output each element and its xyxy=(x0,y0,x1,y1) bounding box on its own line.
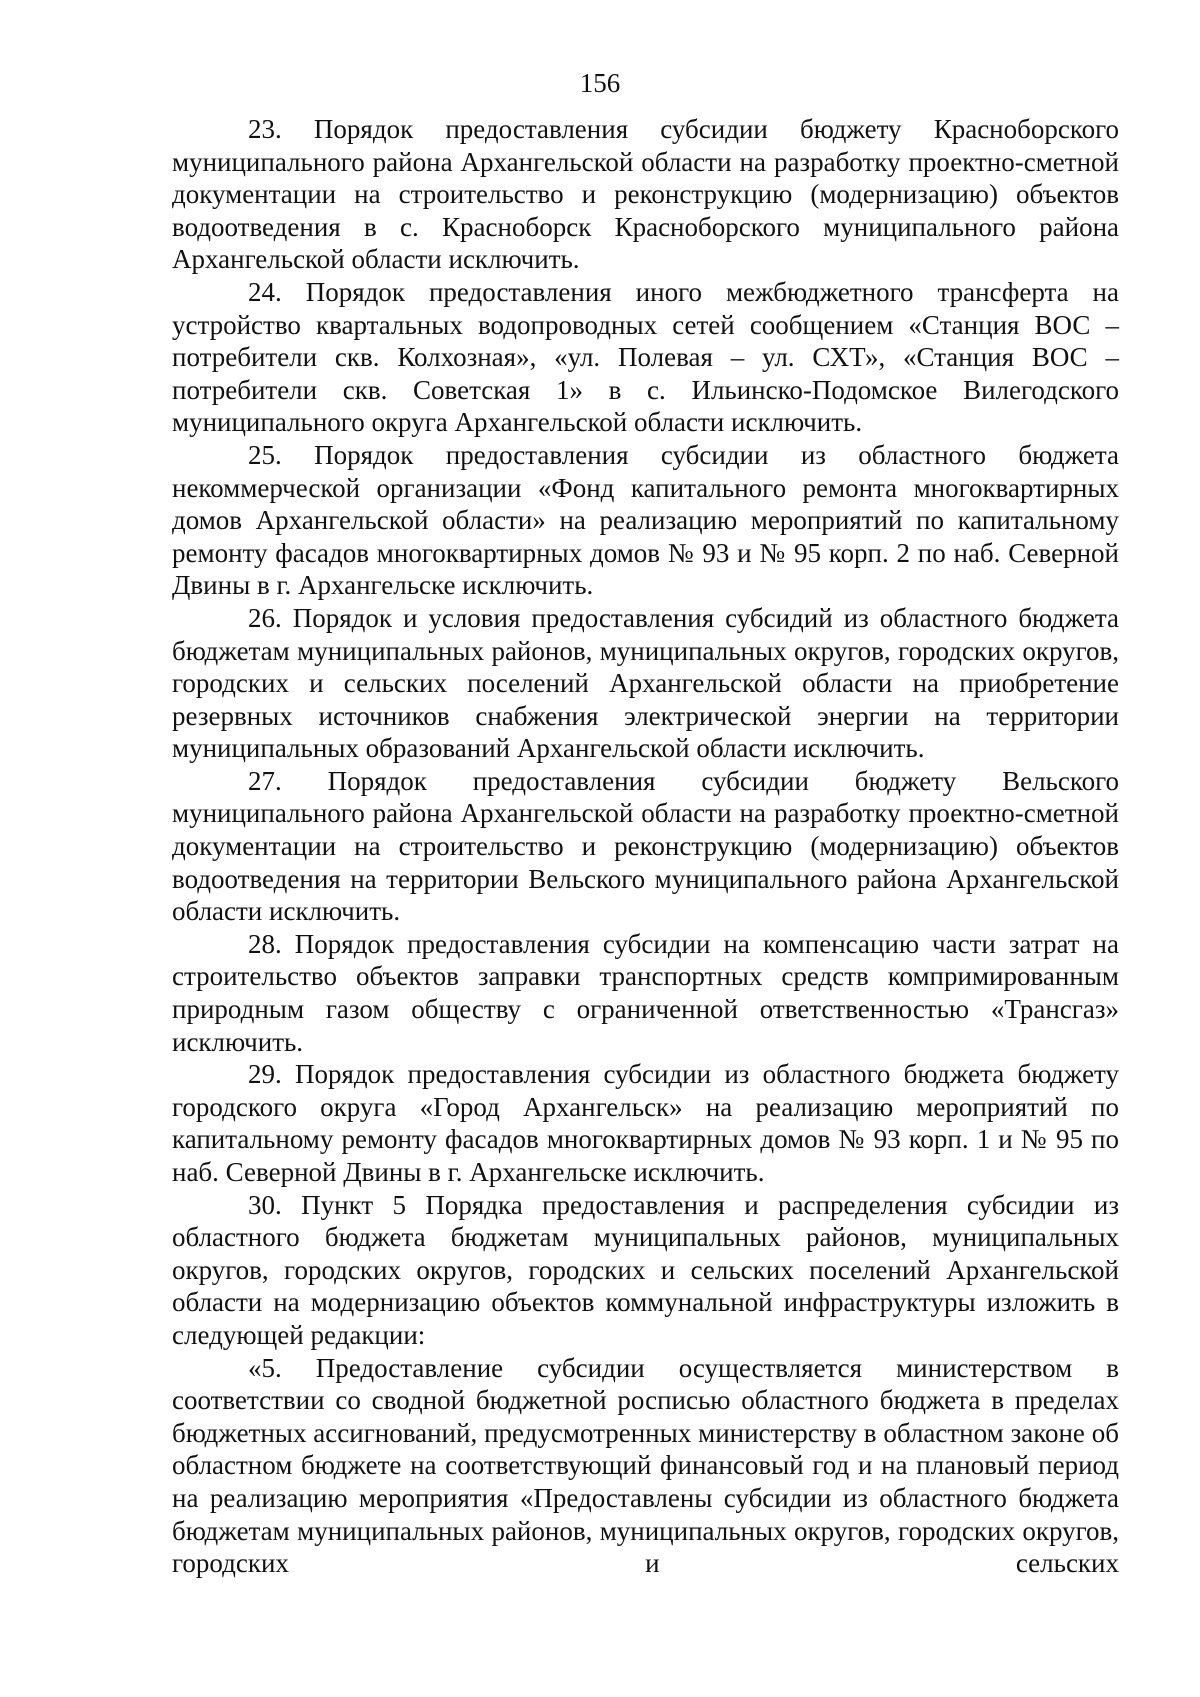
paragraph-30: 30. Пункт 5 Порядка предоставления и распределения субсидии из областного бюджета бюджетам муниципальных районов, муниципальных округов, городских округов, городских и сельских поселений Архангельской области на модернизацию объектов коммунальной инфраструктуры изложить в следующей редакции: xyxy=(172,1189,1119,1350)
paragraph-25: 25. Порядок предоставления субсидии из областного бюджета некоммерческой организации «Фонд капитального ремонта многоквартирных домов Архангельской области» на реализацию мероприятий по капитальному ремонту фасадов многоквартирных домов № 93 и № 95 корп. 2 по наб. Северной Двины в г. Архангельске исключить. xyxy=(172,439,1119,601)
paragraph-26: 26. Порядок и условия предоставления субсидий из областного бюджета бюджетам муниципальных районов, муниципальных округов, городских округов, городских и сельских поселений Архангельской области на приобретение резервных источников снабжения электрической энергии на территории муниципальных образований Архангельской области исключить. xyxy=(172,602,1119,764)
paragraph-29: 29. Порядок предоставления субсидии из областного бюджета бюджету городского округа «Город Архангельск» на реализацию мероприятий по капитальному ремонту фасадов многоквартирных домов № 93 корп. 1 и № 95 по наб. Северной Двины в г. Архангельске исключить. xyxy=(172,1059,1119,1187)
paragraph-28: 28. Порядок предоставления субсидии на компенсацию части затрат на строительство объектов заправки транспортных средств компримированным природным газом обществу с ограниченной ответственностью «Трансгаз» исключить. xyxy=(172,928,1119,1057)
paragraph-23: 23. Порядок предоставления субсидии бюджету Красноборского муниципального района Архангельской области на разработку проектно-сметной документации на строительство и реконструкцию (модернизацию) объектов водоотведения в с. Красноборск Красноборского муниципального района Архангельской области исключить. xyxy=(172,114,1119,275)
quoted-paragraph-5: «5. Предоставление субсидии осуществляется министерством в соответствии со сводной бюджетной росписью областного бюджета в пределах бюджетных ассигнований, предусмотренных министерству в областном законе об областном бюджете на соответствующий финансовый год и на плановый период на реализацию мероприятия «Предоставлены субсидии из областного бюджета бюджетам муниципальных районов, муниципальных округов, городских округов, городских и сельских xyxy=(172,1352,1119,1579)
paragraph-27: 27. Порядок предоставления субсидии бюджету Вельского муниципального района Архангельской области на разработку проектно-сметной документации на строительство и реконструкцию (модернизацию) объектов водоотведения на территории Вельского муниципального района Архангельской области исключить. xyxy=(172,765,1119,927)
document-body xyxy=(172,113,1119,1580)
page-number: 156 xyxy=(579,68,621,98)
paragraph-24: 24. Порядок предоставления иного межбюджетного трансферта на устройство квартальных водопроводных сетей сообщением «Станция ВОС – потребители скв. Колхозная», «ул. Полевая – ул. СХТ», «Станция ВОС – потребители скв. Советская 1» в с. Ильинско-Подомское Вилегодского муниципального округа Архангельской области исключить. xyxy=(172,276,1119,438)
